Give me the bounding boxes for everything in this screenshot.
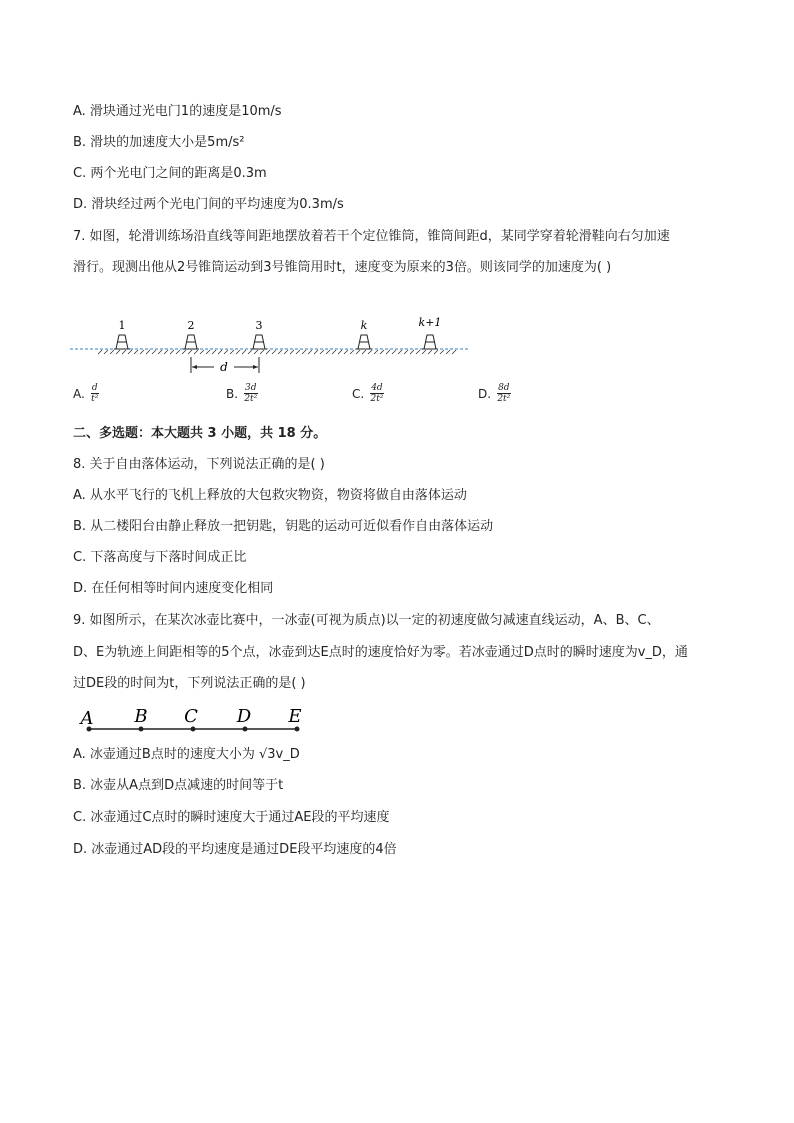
q9-curling-figure (75, 703, 315, 735)
cone-3 (251, 335, 267, 349)
q7-stem-line-1: 7. 如图，轮滑训练场沿直线等间距地摆放着若干个定位锥筒，锥筒间距d，某同学穿着轮滑鞋向右匀加速 (73, 229, 670, 244)
q7-option-b-fraction (244, 383, 258, 404)
q6-option-c: C. 两个光电门之间的距离是0.3m (73, 166, 267, 181)
q9-stem-line-3: 过DE段的时间为t，下列说法正确的是( ) (73, 676, 306, 691)
q7-option-c-fraction (370, 383, 384, 404)
q9-stem-line-1: 9. 如图所示，在某次冰壶比赛中，一冰壶(可视为质点)以一定的初速度做匀减速直线运动，A、B、C、 (73, 613, 660, 628)
q7-option-b (226, 383, 258, 404)
q7-option-a-fraction (91, 383, 99, 404)
cone-2 (183, 335, 199, 349)
cone-label-1: 1 (118, 319, 126, 332)
q7-option-c-denominator: 2t² (370, 394, 384, 404)
q7-option-d-numerator: 8d (498, 383, 510, 393)
distance-label-d: d (220, 360, 228, 374)
q8-option-b: B. 从二楼阳台由静止释放一把钥匙，钥匙的运动可近似看作自由落体运动 (73, 519, 494, 534)
q7-option-b-label: B. (226, 386, 239, 401)
q7-option-a (73, 383, 99, 404)
cone-k (356, 335, 372, 349)
q7-option-b-denominator: 2t² (244, 394, 258, 404)
ground-hatching (98, 350, 456, 354)
point-label-b: B (134, 706, 148, 727)
arrowhead-left (192, 365, 197, 369)
cone-label-3: 3 (255, 319, 263, 332)
point-label-e: E (288, 706, 302, 727)
q9-option-c: C. 冰壶通过C点时的瞬时速度大于通过AE段的平均速度 (73, 810, 390, 825)
q9-option-b: B. 冰壶从A点到D点减速的时间等于t (73, 778, 284, 793)
cone-label-k-plus-1: k+1 (418, 316, 442, 329)
q8-option-d: D. 在任何相等时间内速度变化相同 (73, 581, 274, 596)
point-label-a: A (80, 708, 94, 729)
cone-1 (114, 335, 130, 349)
q7-option-d-fraction (497, 383, 511, 404)
point-label-c: C (184, 706, 198, 727)
point-b (139, 727, 144, 732)
cone-label-2: 2 (187, 319, 195, 332)
point-d (243, 727, 248, 732)
q6-option-d: D. 滑块经过两个光电门间的平均速度为0.3m/s (73, 197, 344, 212)
q7-option-c (352, 383, 384, 404)
q8-option-c: C. 下落高度与下落时间成正比 (73, 550, 247, 565)
q9-option-d: D. 冰壶通过AD段的平均速度是通过DE段平均速度的4倍 (73, 842, 397, 857)
q7-option-c-label: C. (352, 386, 365, 401)
q7-option-d-label: D. (478, 386, 492, 401)
q7-option-b-numerator: 3d (245, 383, 257, 393)
cone-k-plus-1 (422, 335, 438, 349)
q7-option-a-numerator: d (91, 383, 98, 393)
q7-option-a-label: A. (73, 386, 85, 401)
q8-stem: 8. 关于自由落体运动，下列说法正确的是( ) (73, 457, 325, 472)
q7-option-d (478, 383, 511, 404)
q8-option-a: A. 从水平飞行的飞机上释放的大包救灾物资，物资将做自由落体运动 (73, 488, 467, 503)
point-label-d: D (236, 706, 252, 727)
q6-option-b: B. 滑块的加速度大小是5m/s² (73, 135, 245, 150)
q7-option-d-denominator: 2t² (497, 394, 511, 404)
arrowhead-right (253, 365, 258, 369)
q7-option-a-denominator: t² (91, 394, 99, 404)
section-2-title: 二、多选题：本大题共 3 小题，共 18 分。 (73, 426, 327, 441)
q9-stem-line-2: D、E为轨迹上间距相等的5个点，冰壶到达E点时的速度恰好为零。若冰壶通过D点时的瞬时速度为v_D，通 (73, 645, 688, 660)
q7-stem-line-2: 滑行。现测出他从2号锥筒运动到3号锥筒用时t，速度变为原来的3倍。则该同学的加速度为( ) (73, 260, 612, 275)
cone-label-k: k (360, 319, 368, 332)
point-c (191, 727, 196, 732)
q7-option-c-numerator: 4d (371, 383, 383, 393)
q6-option-a: A. 滑块通过光电门1的速度是10m/s (73, 104, 282, 119)
q7-cone-figure (68, 313, 488, 383)
q9-option-a: A. 冰壶通过B点时的速度大小为 √3v_D (73, 747, 300, 762)
point-e (295, 727, 300, 732)
